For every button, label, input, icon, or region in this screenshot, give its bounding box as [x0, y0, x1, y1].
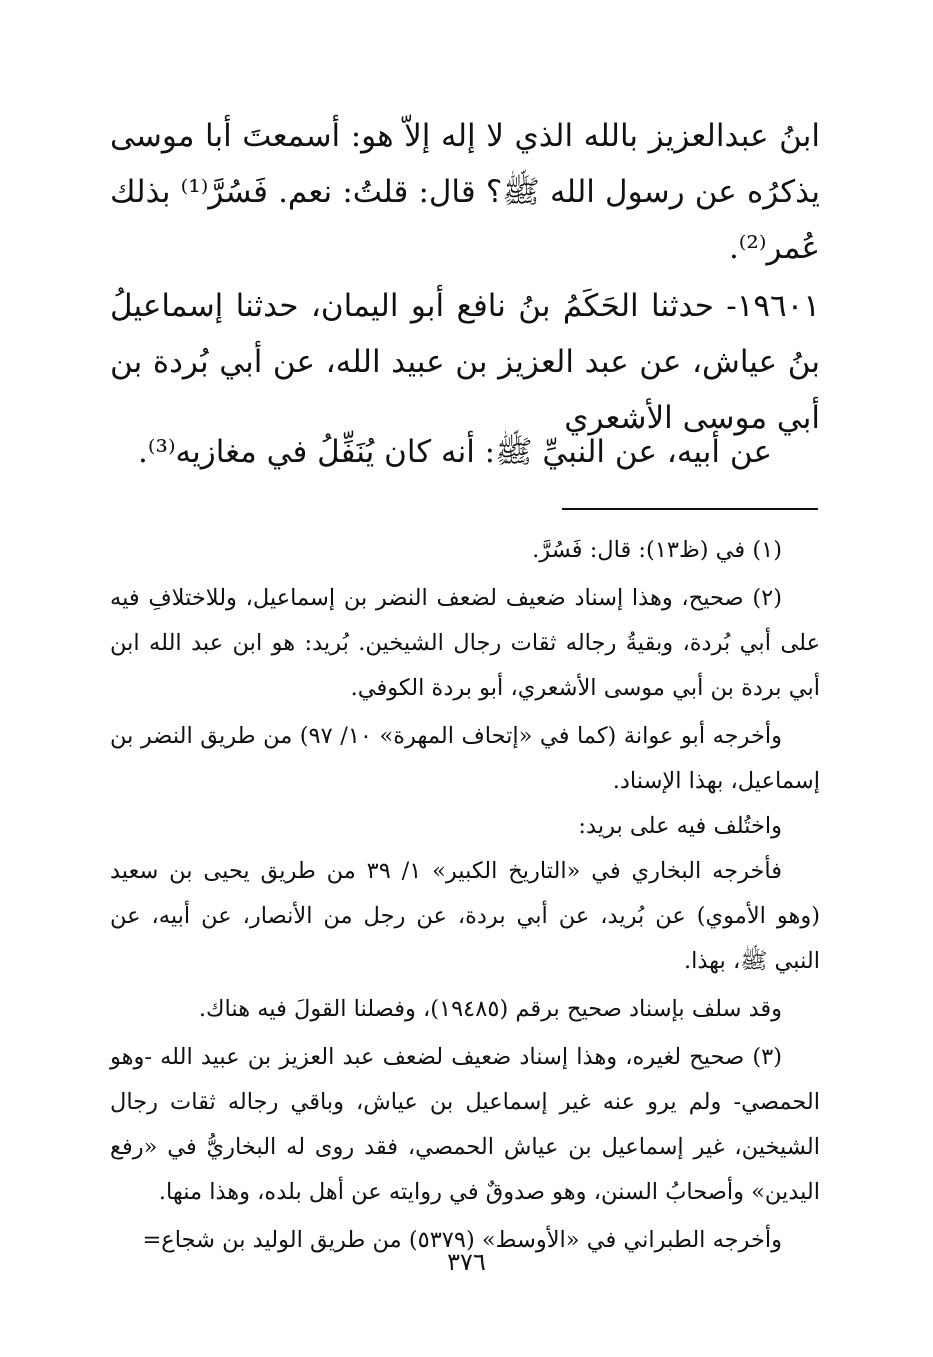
footnote-2-paragraph-5: وقد سلف بإسناد صحيح برقم (١٩٤٨٥)، وفصلنا القولَ فيه هناك.: [198, 996, 782, 1022]
footnote-2-paragraph-3: واختُلف فيه على بريد:: [578, 813, 782, 839]
footnote-1: (١) في (ظ١٣): قال: فَسُرَّ.: [532, 537, 782, 563]
footnote-2-paragraph-2: وأخرجه أبو عوانة (كما في «إتحاف المهرة» ١٠/ ٩٧) من طريق النضر بن إسماعيل، بهذا الإسناد.: [110, 723, 820, 794]
footnote-separator-line: [562, 508, 818, 510]
page-number: ٣٧٦: [447, 1248, 486, 1276]
hadith-19601-text: عن أبيه، عن النبيِّ ﷺ: أنه كان يُنَفِّلُ في مغازيه⁽³⁾.: [138, 434, 772, 470]
main-text-paragraph-1: ابنُ عبدالعزيز بالله الذي لا إله إلاّ هو: أسمعتَ أبا موسى يذكرُه عن رسول الله ﷺ؟ قال: قلتُ: نعم. فَسُرَّ⁽¹⁾ بذلك عُمر⁽²⁾.: [110, 118, 820, 266]
footnote-2-paragraph-4: فأخرجه البخاري في «التاريخ الكبير» ١/ ٣٩ من طريق يحيى بن سعيد (وهو الأموي) عن بُريد، عن أبي بردة، عن رجل من الأنصار، عن أبيه، عن النبي ﷺ، بهذا.: [110, 858, 820, 974]
footnote-3: (٣) صحيح لغيره، وهذا إسناد ضعيف لضعف عبد العزيز بن عبيد الله -وهو الحمصي- ولم يرو عنه غير إسماعيل بن عياش، وباقي رجاله ثقات رجال الشيخين، غير إسماعيل بن عياش الحمصي، فقد روى له البخاريُّ في «رفع اليدين» وأصحابُ السنن، وهو صدوقٌ في روايته عن أهل بلده، وهذا منها.: [110, 1044, 820, 1205]
footnote-2: (٢) صحيح، وهذا إسناد ضعيف لضعف النضر بن إسماعيل، وللاختلافِ فيه على أبي بُردة، وبقيةُ رجاله ثقات رجال الشيخين. بُريد: هو ابن عبد الله ابن أبي بردة بن أبي موسى الأشعري، أبو بردة الكوفي.: [110, 585, 820, 701]
footnotes-section: [110, 528, 820, 1263]
footnote-3-paragraph-2: وأخرجه الطبراني في «الأوسط» (٥٣٧٩) من طريق الوليد بن شجاع=: [142, 1227, 782, 1253]
hadith-19601-chain: ١٩٦٠١- حدثنا الحَكَمُ بنُ نافع أبو اليمان، حدثنا إسماعيلُ بنُ عياش، عن عبد العزيز بن عبيد الله، عن أبي بُردة بن أبي موسى الأشعري: [110, 288, 820, 436]
